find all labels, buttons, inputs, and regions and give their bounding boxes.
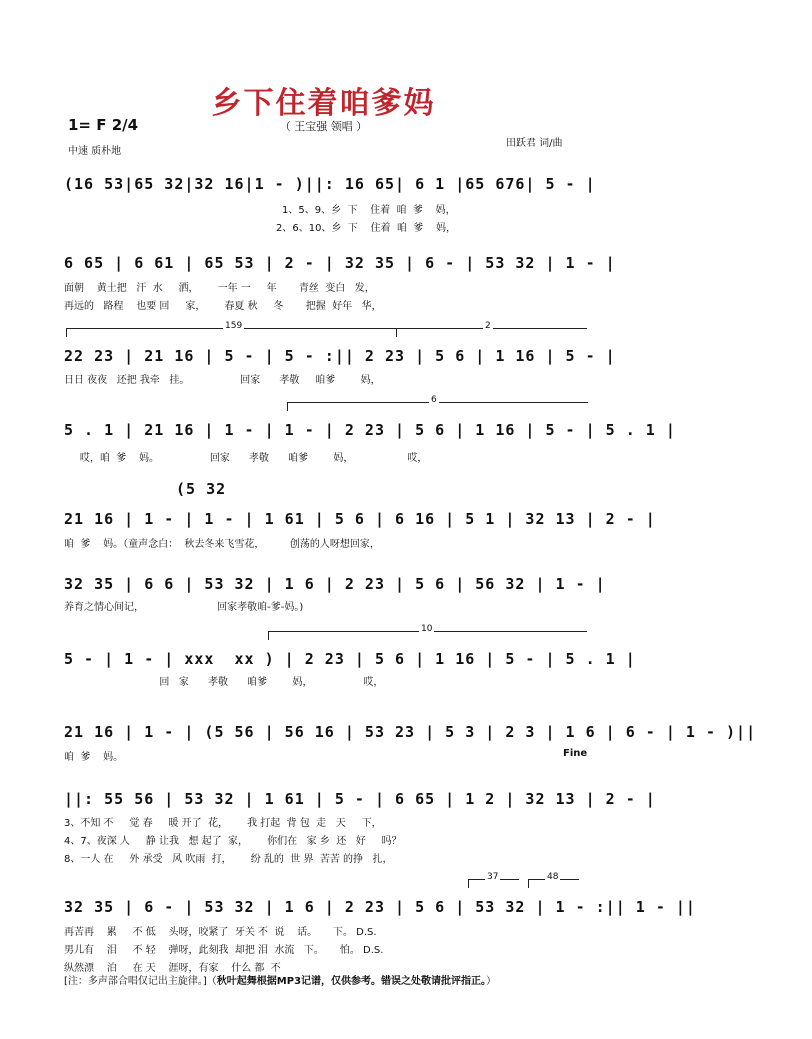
rehearsal-number: 159 [225, 321, 243, 331]
notation-row: ||: 55 56 | 53 32 | 1 61 | 5 - | 6 65 | 1 2 | 32 13 | 2 - | [64, 790, 656, 808]
lyric-row: 8、一人 在 外 承受 风 吹雨 打， 纷 乱的 世 界 苦苦 的挣 扎， [64, 854, 393, 865]
lyric-row: 咱 爹 妈。（童声念白： 秋去冬来飞雪花， 创荡的人呀想回家， [64, 539, 380, 550]
composer-credit: 田跃君 词/曲 [506, 138, 563, 149]
footnote-text: [注：多声部合唱仅记出主旋律。]（ [64, 976, 217, 987]
notation-row: 21 16 | 1 - | 1 - | 1 61 | 5 6 | 6 16 | 5 1 | 32 13 | 2 - | [64, 510, 656, 528]
singer-credit: （ 王宝强 领唱 ） [279, 120, 368, 133]
lyric-row: 回 家 孝敬 咱爹 妈， 哎， [64, 677, 384, 688]
lyric-row: 哎，咱 爹 妈。 回家 孝敬 咱爹 妈， 哎， [64, 453, 428, 464]
notation-row: 5 . 1 | 21 16 | 1 - | 1 - | 2 23 | 5 6 | 1 16 | 5 - | 5 . 1 | [64, 421, 676, 439]
footnote-bold: 秋叶起舞根据MP3记谱，仅供参考。错误之处敬请批评指正。 [216, 976, 487, 987]
lyric-row: 日日 夜夜 还把 我牵 挂。 回家 孝敬 咱爹 妈， [64, 375, 381, 386]
rehearsal-number: 2 [485, 321, 491, 331]
song-title: 乡下住着咱爹妈 [211, 86, 436, 121]
notation-row: 32 35 | 6 6 | 53 32 | 1 6 | 2 23 | 5 6 | 56 32 | 1 - | [64, 575, 606, 593]
lyric-row: 1、5、9、乡 下 住着 咱 爹 妈， [282, 205, 456, 216]
lyric-row: 再远的 路程 也要 回 家， 春夏 秋 冬 把握 好年 华， [64, 301, 382, 312]
footnote [64, 972, 604, 987]
notation-row: 32 35 | 6 - | 53 32 | 1 6 | 2 23 | 5 6 | 53 32 | 1 - :|| 1 - || [64, 898, 696, 916]
lyric-row: 纵然漂 泊 在 天 涯呀，有家 什么 都 不 [64, 963, 281, 974]
lyric-row: 4、7、夜深 人 静 让我 想 起了 家， 你们在 家 乡 还 好 吗？ [64, 836, 402, 847]
notation-row: 21 16 | 1 - | (5 56 | 56 16 | 53 23 | 5 3 | 2 3 | 1 6 | 6 - | 1 - )|| [64, 723, 757, 741]
fine-marking: Fine [563, 748, 588, 759]
lyric-row: 面朝 黄土把 汗 水 洒， 一年 一 年 青丝 变白 发， [64, 283, 375, 294]
lyric-row: 2、6、10、乡 下 住着 咱 爹 妈， [276, 223, 456, 234]
rehearsal-number: 10 [421, 624, 433, 634]
rehearsal-number: 48 [547, 872, 559, 882]
lyric-row: 男儿有 泪 不 轻 弹呀，此刻我 却把 泪 水流 下。 怕。 D.S. [64, 945, 384, 956]
rehearsal-number: 6 [431, 395, 437, 405]
notation-row: 22 23 | 21 16 | 5 - | 5 - :|| 2 23 | 5 6 | 1 16 | 5 - | [64, 347, 616, 365]
rehearsal-number: 37 [487, 872, 499, 882]
key-signature: 1= F 2/4 [68, 116, 139, 134]
notation-row: 5 - | 1 - | xxx xx ) | 2 23 | 5 6 | 1 16 | 5 - | 5 . 1 | [64, 650, 636, 668]
footnote-end: ） [486, 976, 497, 987]
lyric-row: 养育之情心间记， 回家孝敬咱-爹-妈。) [64, 602, 304, 613]
lyric-row: 咱 爹 妈。 [64, 752, 124, 763]
lyric-row: 再苦再 累 不 低 头呀，咬紧了 牙关 不 说 话。 下。 D.S. [64, 927, 377, 938]
lyric-row: 3、不知 不 觉 春 暖 开了 花， 我 打起 背 包 走 天 下， [64, 818, 382, 829]
tempo-marking: 中速 质朴地 [68, 146, 122, 157]
notation-row: (5 32 [176, 480, 227, 498]
notation-row: 6 65 | 6 61 | 65 53 | 2 - | 32 35 | 6 - | 53 32 | 1 - | [64, 254, 616, 272]
notation-row: (16 53|65 32|32 16|1 - )||: 16 65| 6 1 |65 676| 5 - | [64, 175, 596, 193]
